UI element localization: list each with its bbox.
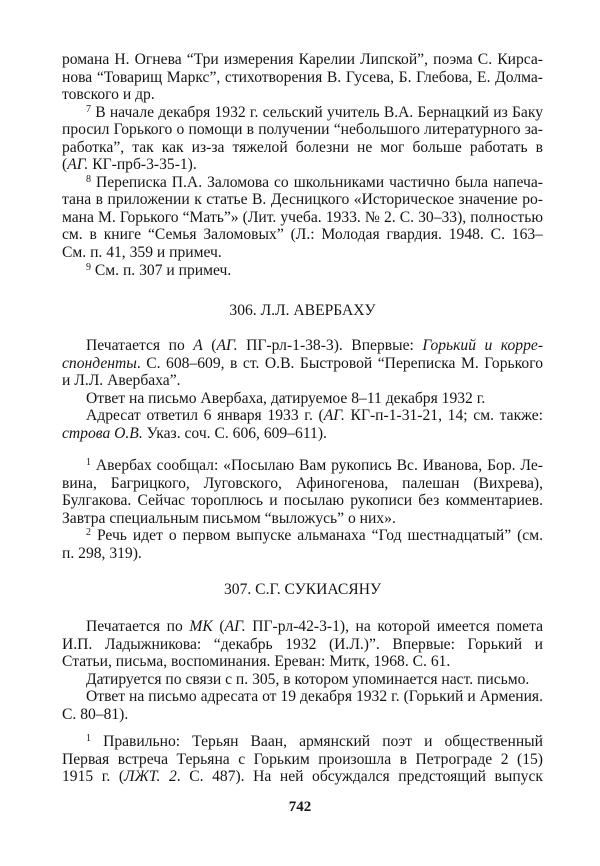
paragraph [62, 104, 543, 174]
paragraph [62, 733, 543, 786]
italic-text: АГ. [224, 618, 246, 635]
text-span: КГ-п-1-31-21, 14; см. также: [344, 407, 543, 425]
text-span: ( [62, 156, 68, 174]
italic-text: АГ. [67, 156, 89, 174]
text-span: Печатается по [86, 618, 190, 635]
paragraph [62, 390, 543, 408]
text-span: товского и др. [62, 86, 155, 104]
text-span: см. в книге “Семья Заломовых” (Л.: Молодая гвардия. 1948. С. 163– [62, 226, 543, 244]
paragraph [62, 337, 543, 390]
text-line [62, 475, 543, 493]
text-line [62, 733, 543, 751]
text-line [62, 191, 543, 209]
footnote-marker: 2 [86, 527, 91, 539]
text-span: Ответ на письмо Авербаха, датируемое 8–11 декабря 1932 г. [86, 389, 486, 407]
text-line [62, 139, 543, 157]
text-span: и Л.Л. Авербаха”. [62, 372, 181, 390]
text-line [62, 636, 543, 654]
text-line [62, 407, 543, 425]
text-line [62, 706, 543, 724]
text-span: В начале декабря 1932 г. сельский учитель В.А. Бернацкий из Баку [91, 103, 543, 121]
italic-text: ЛЖТ. 2 [124, 768, 177, 786]
text-span: ПГ-рл-42-3-1), на которой имеется помета [245, 618, 543, 635]
text-span: См. п. 41, 359 и примеч. [62, 244, 222, 262]
text-span: . С. 608–609, в ст. О.В. Быстровой “Переписка М. Горького [136, 354, 543, 372]
text-span: Указ. соч. С. 606, 609–611). [142, 424, 327, 442]
italic-text: АГ. [323, 407, 345, 425]
footnotes-continued [62, 51, 543, 279]
section-heading-306: 306. Л.Л. АВЕРБАХУ [229, 302, 376, 319]
paragraph [62, 174, 543, 262]
footnote-marker: 1 [86, 733, 91, 744]
text-span: ПГ-рл-1-38-3). Впервые: [237, 337, 423, 354]
text-span: ( [202, 337, 217, 354]
text-line [62, 425, 543, 443]
section-307-body [62, 618, 543, 723]
text-line [62, 768, 543, 786]
text-line [62, 337, 543, 355]
text-span: ( [212, 618, 225, 635]
paragraph [62, 527, 543, 562]
text-span: п. 298, 319). [62, 544, 142, 562]
italic-text: АГ. [216, 337, 238, 354]
text-span: Ответ на письмо адресата от 19 декабря 1932 г. (Горький и Армения. [86, 688, 543, 706]
paragraph [62, 51, 543, 104]
text-line [62, 51, 543, 69]
text-span: Адресат ответил 6 января 1933 г. ( [86, 407, 324, 425]
text-span: вина, Багрицкого, Луговского, Афиногенова, палешан (Вихрева), [62, 474, 543, 492]
text-span: Авербах сообщал: «Посылаю Вам рукопись Вс. Иванова, Бор. Ле- [91, 457, 543, 474]
text-line [62, 156, 543, 174]
text-span: И.П. Ладыжникова: “декабрь 1932 (И.Л.)”. Впервые: Горький и [62, 635, 543, 653]
footnote-marker: 1 [86, 457, 91, 468]
text-span: Правильно: Терьян Ваан, армянский поэт и общественный [103, 733, 543, 750]
text-span: тана в приложении к статье В. Десницкого «Историческое значение ро- [62, 191, 543, 209]
text-span: нова “Товарищ Маркс”, стихотворения В. Гусева, Б. Глебова, Е. Долма- [62, 68, 543, 86]
text-span: мана М. Горького “Мать”» (Лит. учеба. 1933. № 2. С. 30–33), полностью [62, 208, 543, 226]
text-line [62, 545, 543, 563]
text-line [62, 244, 543, 262]
text-span: . С. 487). На ней обсуждался предстоящий выпуск [176, 768, 543, 786]
footnote-marker: 8 [86, 173, 91, 185]
text-span: КГ-прб-3-35-1). [88, 156, 197, 174]
text-line [62, 751, 543, 769]
paragraph [62, 671, 543, 689]
footnote-marker: 9 [86, 261, 91, 273]
text-line [62, 355, 543, 373]
page-number: 742 [288, 799, 312, 815]
text-line [62, 457, 543, 475]
text-line [62, 527, 543, 545]
text-span: Статьи, письма, воспоминания. Ереван: Митк, 1968. С. 61. [62, 653, 451, 671]
text-line [62, 104, 543, 122]
text-line [62, 86, 543, 104]
text-span: Переписка П.А. Заломова со школьниками частично была напеча- [91, 173, 543, 191]
footnote-marker: 7 [86, 103, 91, 115]
text-line [62, 510, 543, 528]
text-span: Датируется по связи с п. 305, в котором упоминается наст. письмо. [86, 670, 530, 688]
text-line [62, 262, 543, 280]
paragraph [62, 407, 543, 442]
italic-text: строва О.В. [62, 424, 143, 442]
paragraph [62, 688, 543, 723]
text-span: работка”, так как из-за тяжелой болезни не мог больше работать в [62, 138, 543, 156]
text-line [62, 671, 543, 689]
italic-text: Горький и корре- [422, 337, 543, 354]
text-span: просил Горького о помощи в получении “небольшого литературного за- [62, 121, 543, 139]
text-span: Речь идет о первом выпуске альманаха “Год шестнадцатый” (см. [91, 527, 543, 545]
paragraph [62, 618, 543, 671]
text-line [62, 653, 543, 671]
text-span: Печатается по [86, 337, 194, 354]
paragraph [62, 262, 543, 280]
text-line [62, 688, 543, 706]
text-span: Первая встреча Терьяна с Горьким произошла в Петрограде 2 (15) [62, 750, 543, 768]
text-line [62, 390, 543, 408]
section-306-notes [62, 457, 543, 562]
text-line [62, 226, 543, 244]
text-span: С. 80–81). [62, 705, 129, 723]
text-line [62, 492, 543, 510]
paragraph [62, 457, 543, 527]
italic-text: МК [189, 618, 213, 635]
text-span: См. п. 307 и примеч. [91, 261, 232, 279]
section-307-notes [62, 733, 543, 786]
text-line [62, 372, 543, 390]
section-306-body [62, 337, 543, 442]
text-span: романа Н. Огнева “Три измерения Карелии Липской”, поэма С. Кирса- [62, 51, 543, 68]
text-line [62, 618, 543, 636]
text-line [62, 69, 543, 87]
text-span: 1915 г. ( [62, 768, 125, 786]
text-line [62, 121, 543, 139]
text-line [62, 174, 543, 192]
text-line [62, 209, 543, 227]
italic-text: спонденты [62, 354, 137, 372]
text-span: Булгакова. Сейчас тороплюсь и посылаю рукописи без комментариев. [62, 492, 543, 510]
text-span: Завтра специальным письмом “выложусь” о них». [62, 509, 396, 527]
section-heading-307: 307. С.Г. СУКИАСЯНУ [223, 581, 382, 598]
italic-text: А [193, 337, 203, 354]
